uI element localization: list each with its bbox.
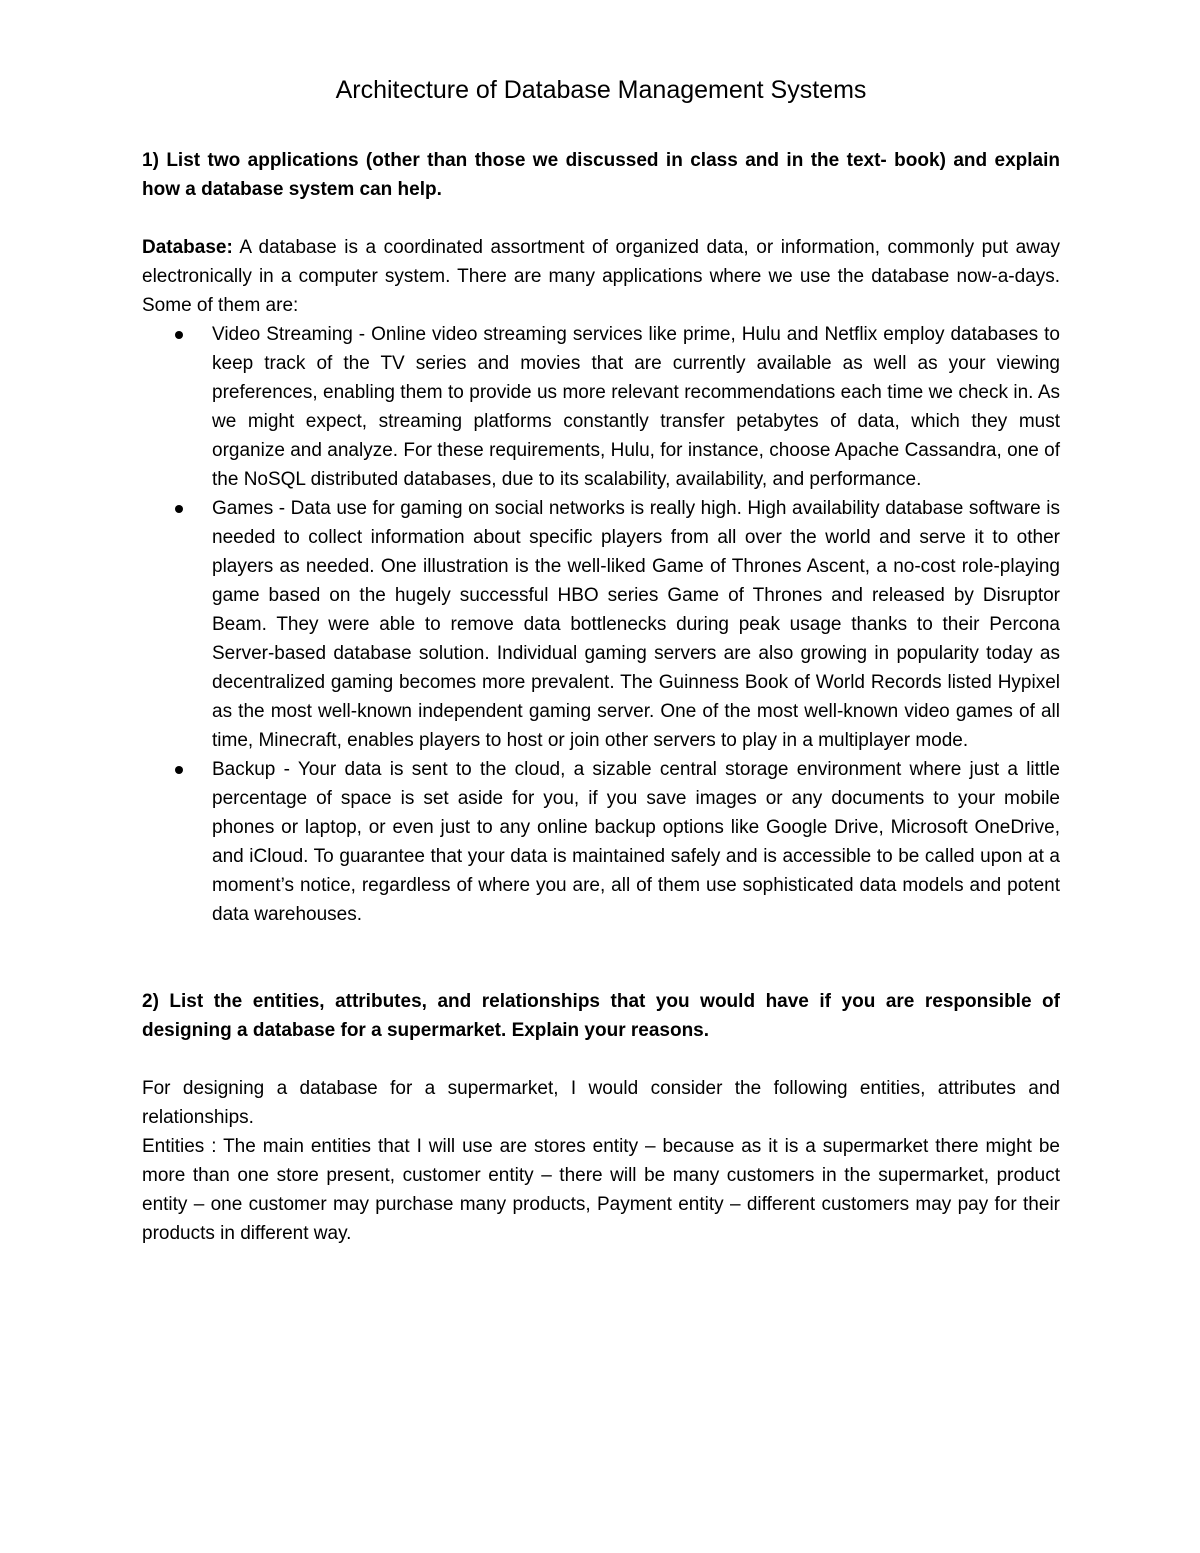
bullet-icon xyxy=(175,505,183,513)
applications-list xyxy=(142,320,1060,929)
list-item-games xyxy=(142,494,1060,755)
list-item-text: Games - Data use for gaming on social networks is really high. High availability database software is needed to collect information about specific players from all over the world and serve it to other players as needed. One illustration is the well-liked Game of Thrones Ascent, a no-cost role-playing game based on the hugely successful HBO series Game of Thrones and released by Disruptor Beam. They were able to remove data bottlenecks during peak usage thanks to their Percona Server-based database solution. Individual gaming servers are also growing in popularity today as decentralized gaming becomes more prevalent. The Guinness Book of World Records listed Hypixel as the most well-known independent gaming server. One of the most well-known video games of all time, Minecraft, enables players to host or join other servers to play in a multiplayer mode. xyxy=(212,498,1060,751)
answer-2-intro: For designing a database for a supermarket, I would consider the following entities, attributes and relationships. xyxy=(142,1078,1060,1128)
document-title: Architecture of Database Management Systems xyxy=(335,76,867,104)
list-item-backup xyxy=(142,755,1060,929)
bullet-icon xyxy=(175,766,183,774)
list-item-video-streaming xyxy=(142,320,1060,494)
database-label: Database: xyxy=(142,237,233,258)
database-definition xyxy=(142,233,1060,320)
list-item-text: Video Streaming - Online video streaming services like prime, Hulu and Netflix employ databases to keep track of the TV series and movies that are currently available as well as your viewing preferences, enabling them to provide us more relevant recommendations each time we check in. As we might expect, streaming platforms constantly transfer petabytes of data, which they must organize and analyze. For these requirements, Hulu, for instance, choose Apache Cassandra, one of the NoSQL distributed databases, due to its scalability, availability, and performance. xyxy=(212,324,1060,490)
section-spacer xyxy=(142,929,1060,987)
document-body xyxy=(142,74,1060,1248)
bullet-icon xyxy=(175,331,183,339)
question-2: 2) List the entities, attributes, and relationships that you would have if you are responsible of designing a database for a supermarket. Explain your reasons. xyxy=(142,991,1060,1041)
database-definition-text: A database is a coordinated assortment of organized data, or information, commonly put away electronically in a computer system. There are many applications where we use the database now-a-days. Some of them are: xyxy=(142,237,1060,316)
paragraph-spacer xyxy=(142,1045,1060,1074)
answer-2-entities: Entities : The main entities that I will use are stores entity – because as it is a supermarket there might be more than one store present, customer entity – there will be many customers in the supermarket, product entity – one customer may purchase many products, Payment entity – different customers may pay for their products in different way. xyxy=(142,1136,1060,1244)
list-item-text: Backup - Your data is sent to the cloud, a sizable central storage environment where just a little percentage of space is set aside for you, if you save images or any documents to your mobile phones or laptop, or even just to any online backup options like Google Drive, Microsoft OneDrive, and iCloud. To guarantee that your data is maintained safely and is accessible to be called upon at a moment’s notice, regardless of where you are, all of them use sophisticated data models and potent data warehouses. xyxy=(212,759,1060,925)
question-1: 1) List two applications (other than those we discussed in class and in the text- book) and explain how a database system can help. xyxy=(142,150,1060,200)
